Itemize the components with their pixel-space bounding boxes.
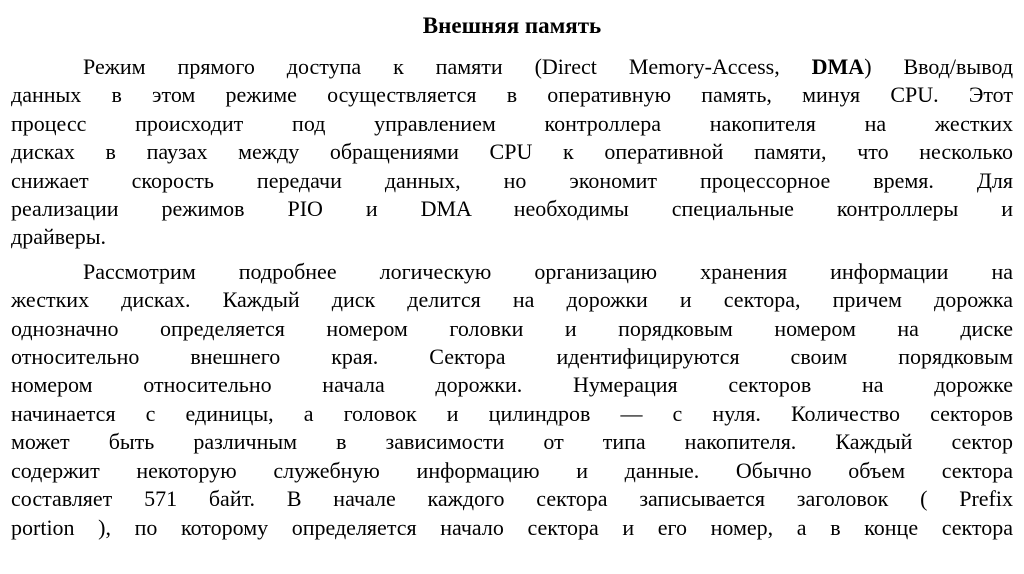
text-line: процесс происходит под управлением контроллера накопителя на жестких	[11, 110, 1013, 136]
text-line: portion ), по которому определяется начало сектора и его номер, а в конце сектора	[11, 514, 1013, 540]
text-line: реализации режимов PIO и DMA необходимы специальные контроллеры и	[11, 196, 1013, 222]
text-line: данных в этом режиме осуществляется в оперативную память, минуя CPU. Этот	[11, 82, 1013, 108]
text-line: снижает скорость передачи данных, но экономит процессорное время. Для	[11, 167, 1013, 193]
text-line: однозначно определяется номером головки и порядковым номером на диске	[11, 315, 1013, 341]
text-line: начинается с единицы, а головок и цилиндров — с нуля. Количество секторов	[11, 400, 1013, 426]
text-line: составляет 571 байт. В начале каждого сектора записывается заголовок ( Prefix	[11, 486, 1013, 512]
text-line: содержит некоторую служебную информацию и данные. Обычно объем сектора	[11, 457, 1013, 483]
text-run: Режим прямого доступа к памяти (Direct Memory-Access,	[83, 54, 812, 79]
text-line: дисках в паузах между обращениями CPU к оперативной памяти, что несколько	[11, 139, 1013, 165]
text-line: жестких дисках. Каждый диск делится на дорожки и сектора, причем дорожка	[11, 287, 1013, 313]
text-line: Рассмотрим подробнее логическую организацию хранения информации на	[83, 258, 1013, 284]
text-run: ) Ввод/вывод	[864, 54, 1014, 79]
text-line: относительно внешнего края. Сектора идентифицируются своим порядковым	[11, 344, 1013, 370]
text-line: драйверы.	[11, 224, 107, 250]
text-line: номером относительно начала дорожки. Нумерация секторов на дорожке	[11, 372, 1013, 398]
text-line: может быть различным в зависимости от типа накопителя. Каждый сектор	[11, 429, 1013, 455]
paragraph-dma	[11, 53, 1013, 252]
paragraph-disk-organization	[11, 258, 1013, 542]
text-line	[11, 53, 1013, 81]
text-run-bold-dma: DMA	[811, 54, 865, 79]
page-title: Внешняя память	[422, 13, 602, 38]
